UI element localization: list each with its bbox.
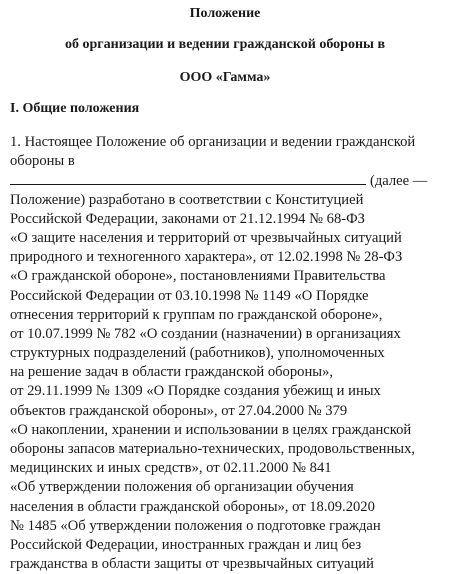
body-line: «О накоплении, хранении и использовании в целях гражданской bbox=[10, 421, 412, 438]
body-line: гражданства в области защиты от чрезвычайных ситуаций bbox=[10, 556, 374, 573]
body-line: структурных подразделений (работников), уполномоченных bbox=[10, 345, 385, 362]
body-line: № 1485 «Об утверждении положения о подготовке граждан bbox=[10, 517, 381, 534]
body-line: природного и техногенного характера», от 12.02.1998 № 28-ФЗ bbox=[10, 249, 403, 266]
section-heading: I. Общие положения bbox=[10, 101, 140, 116]
body-line: Российской Федерации от 03.10.1998 № 1149 «О Порядке bbox=[10, 287, 369, 304]
body-line: отнесения территорий к группам по гражданской обороне», bbox=[10, 306, 383, 323]
body-line: Российской Федерации, законами от 21.12.1994 № 68-ФЗ bbox=[10, 210, 365, 227]
blank-underline bbox=[10, 171, 366, 185]
document-body bbox=[10, 133, 450, 574]
body-line: Положение) разработано в соответствии с Конституцией bbox=[10, 191, 364, 208]
body-line: медицинских и иных средств», от 02.11.2000 № 841 bbox=[10, 460, 332, 477]
body-line: обороны запасов материально-технических, продовольственных, bbox=[10, 441, 416, 457]
body-line: населения в области гражданской обороны», от 18.09.2020 bbox=[10, 498, 375, 515]
body-line: на решение задач в области гражданской обороны», bbox=[10, 364, 333, 381]
document-title: Положение bbox=[189, 6, 261, 21]
body-line: «Об утверждении положения об организации обучения bbox=[10, 479, 354, 496]
body-line: объектов гражданской обороны», от 27.04.2000 № 379 bbox=[10, 402, 348, 419]
body-line: Российской Федерации, иностранных граждан и лиц без bbox=[10, 536, 362, 553]
body-line: от 10.07.1999 № 782 «О создании (назначении) в организациях bbox=[10, 325, 401, 342]
body-line: от 29.11.1999 № 1309 «О Порядке создания убежищ и иных bbox=[10, 383, 381, 400]
blank-suffix-text: (далее — bbox=[370, 173, 428, 190]
body-line: обороны в bbox=[10, 153, 75, 170]
body-line: «О защите населения и территорий от чрезвычайных ситуаций bbox=[10, 229, 402, 246]
document-subtitle: об организации и ведении гражданской обороны в bbox=[64, 37, 386, 52]
body-line: «О гражданской обороне», постановлениями Правительства bbox=[10, 268, 386, 285]
organization-name: ООО «Гамма» bbox=[179, 70, 271, 85]
fill-in-blank-line bbox=[10, 171, 450, 190]
body-line: 1. Настоящее Положение об организации и ведении гражданской bbox=[10, 134, 416, 150]
